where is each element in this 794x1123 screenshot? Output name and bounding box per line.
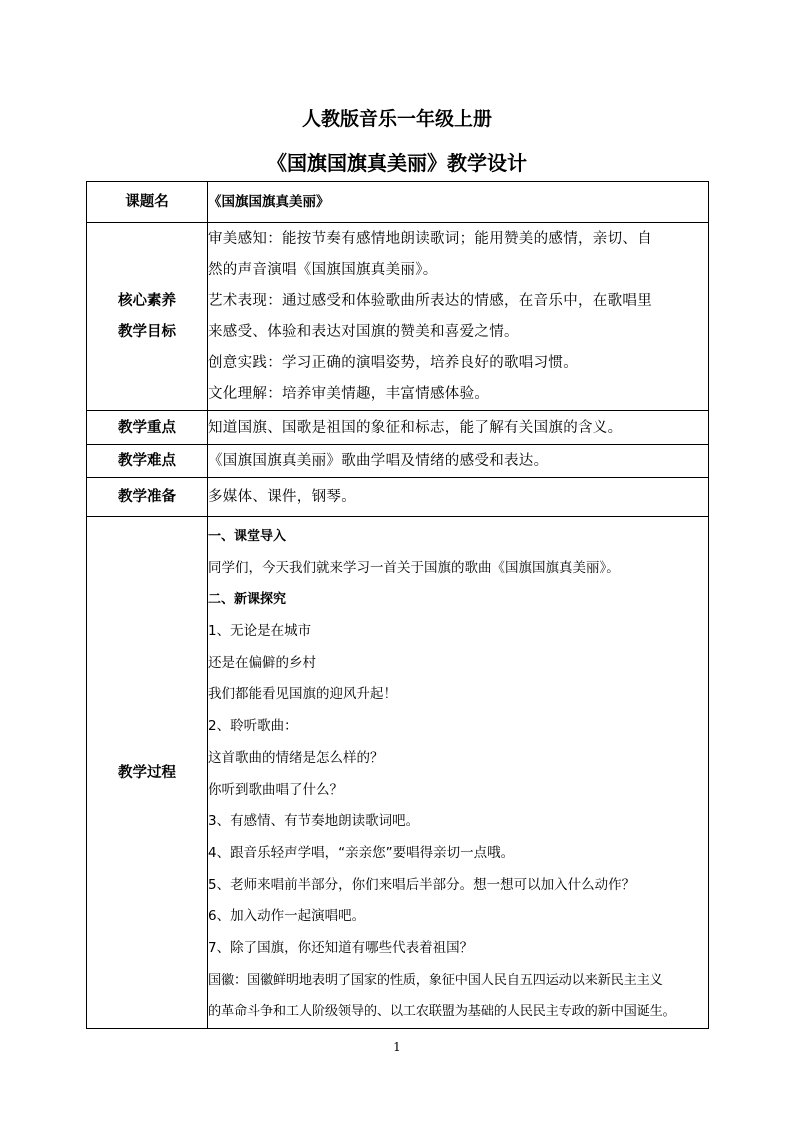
goal-line: 然的声音演唱《国旗国旗真美丽》。 (208, 261, 438, 278)
section-heading: 一、课堂导入 (208, 529, 287, 544)
process-line: 还是在偏僻的乡村 (208, 654, 316, 671)
topic-label: 课题名 (87, 182, 208, 223)
process-line: 我们都能看见国旗的迎风升起！ (208, 686, 397, 703)
goals-label-line1: 核心素养 (118, 292, 176, 309)
process-line: 同学们，今天我们就来学习一首关于国旗的歌曲《国旗国旗真美丽》。 (208, 559, 620, 576)
process-line: 5、老师来唱前半部分，你们来唱后半部分。想一想可以加入什么动作？ (208, 876, 636, 893)
goal-line: 文化理解：培养审美情趣，丰富情感体验。 (208, 385, 490, 402)
goal-line: 来感受、体验和表达对国旗的赞美和喜爱之情。 (208, 323, 519, 340)
topic-value: 《国旗国旗真美丽》 (208, 182, 709, 223)
process-line: 1、无论是在城市 (208, 623, 312, 640)
difficulties-label: 教学难点 (87, 445, 208, 478)
process-line: 6、加入动作一起演唱吧。 (208, 908, 366, 925)
document-title: 人教版音乐一年级上册 (301, 108, 492, 130)
process-label: 教学过程 (87, 517, 208, 1029)
process-line: 你听到歌曲唱了什么？ (208, 781, 343, 798)
goals-content (208, 223, 709, 411)
difficulties-value: 《国旗国旗真美丽》歌曲学唱及情绪的感受和表达。 (208, 445, 709, 478)
preparation-value: 多媒体、课件，钢琴。 (208, 478, 709, 517)
process-line: 3、有感情、有节奏地朗读歌词吧。 (208, 813, 420, 830)
table-row-goals (87, 223, 709, 411)
table-row-process (87, 517, 709, 1029)
lesson-plan-table (86, 181, 709, 1029)
process-content (208, 517, 709, 1029)
process-line: 2、聆听歌曲： (208, 718, 298, 735)
goal-line: 审美感知：能按节奏有感情地朗读歌词；能用赞美的感情，亲切、自 (208, 230, 652, 247)
goals-label-line2: 教学目标 (118, 323, 176, 340)
process-line: 的革命斗争和工人阶级领导的、以工农联盟为基础的人民民主专政的新中国诞生。 (208, 1004, 676, 1020)
process-line: 4、跟音乐轻声学唱，“亲亲您”要唱得亲切一点哦。 (208, 844, 515, 861)
page-number: 1 (393, 1040, 401, 1054)
key-points-value: 知道国旗、国歌是祖国的象征和标志，能了解有关国旗的含义。 (208, 411, 709, 445)
key-points-label: 教学重点 (87, 411, 208, 445)
table-row-topic (87, 182, 709, 223)
goal-line: 艺术表现：通过感受和体验歌曲所表达的情感，在音乐中，在歌唱里 (208, 292, 652, 309)
goal-line: 创意实践：学习正确的演唱姿势，培养良好的歌唱习惯。 (208, 354, 578, 371)
document-subtitle: 《国旗国旗真美丽》教学设计 (267, 151, 527, 175)
table-row-preparation (87, 478, 709, 517)
preparation-label: 教学准备 (87, 478, 208, 517)
process-line: 这首歌曲的情绪是怎么样的？ (208, 749, 384, 766)
goals-label (87, 223, 208, 411)
table-row-key-points (87, 411, 709, 445)
process-line: 国徽：国徽鲜明地表明了国家的性质，象征中国人民自五四运动以来新民主主义 (208, 972, 663, 988)
table-row-difficulties (87, 445, 709, 478)
process-line: 7、除了国旗，你还知道有哪些代表着祖国？ (208, 939, 474, 956)
section-heading: 二、新课探究 (208, 592, 287, 608)
